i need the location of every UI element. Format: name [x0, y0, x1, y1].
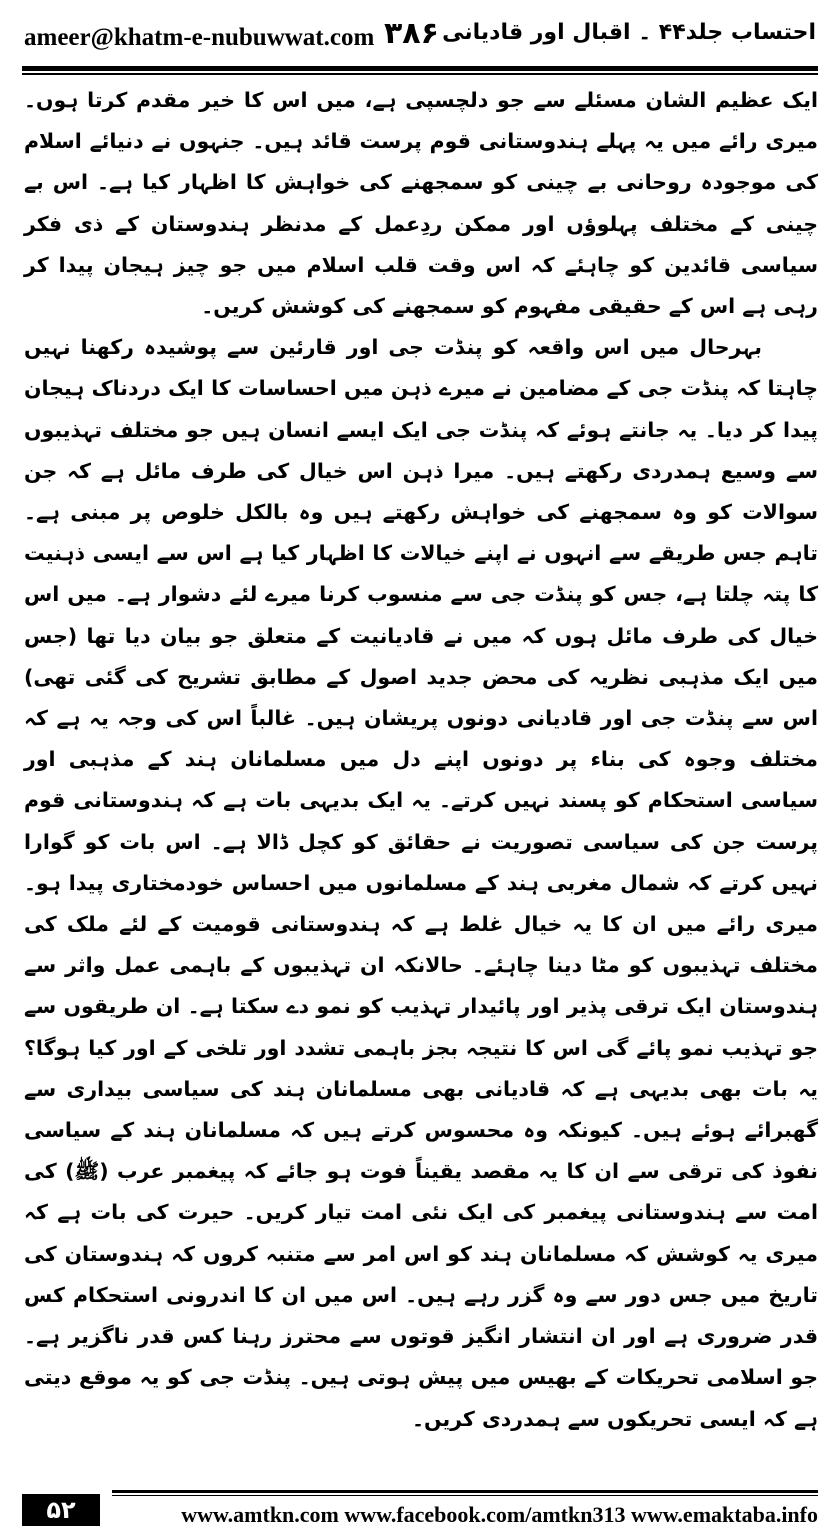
header-divider: [22, 66, 818, 75]
running-title: احتساب جلد۴۴ ۔ اقبال اور قادیانی: [442, 20, 816, 45]
paragraph-2: بہرحال میں اس واقعہ کو پنڈت جی اور قارئین سے پوشیدہ رکھنا نہیں چاہتا کہ پنڈت جی کے مضامین نے میرے ذہن میں احساسات کا ایک دردناک ہیجان پیدا کر دیا۔ یہ جانتے ہوئے کہ پنڈت جی ایک ایسے انسان ہیں جو مختلف تہذیبوں سے وسیع ہمدردی رکھتے ہیں۔ میرا ذہن اس خیال کی طرف مائل ہے کہ جن سوالات کو وہ سمجھنے کی خواہش رکھتے ہیں وہ بالکل خلوص پر مبنی ہے۔ تاہم جس طریقے سے انہوں نے اپنے خیالات کا اظہار کیا ہے اس سے ایسی ذہنیت کا پتہ چلتا ہے، جس کو پنڈت جی سے منسوب کرنا میرے لئے دشوار ہے۔ میں اس خیال کی طرف مائل ہوں کہ میں نے قادیانیت کے متعلق جو بیان دیا تھا (جس میں ایک مذہبی نظریہ کی محض جدید اصول کے مطابق تشریح کی گئی تھی) اس سے پنڈت جی اور قادیانی دونوں پریشان ہیں۔ غالباً اس کی وجہ یہ ہے کہ مختلف وجوہ کی بناء پر دونوں اپنے دل میں مسلمانان ہند کے مذہبی اور سیاسی استحکام کو پسند نہیں کرتے۔ یہ ایک بدیہی بات ہے کہ ہندوستانی قوم پرست جن کی سیاسی تصوریت نے حقائق کو کچل ڈالا ہے۔ اس بات کو گوارا نہیں کرتے کہ شمال مغربی ہند کے مسلمانوں میں احساس خودمختاری پیدا ہو۔ میری رائے میں ان کا یہ خیال غلط ہے کہ ہندوستانی قومیت کے لئے ملک کی مختلف تہذیبوں کو مٹا دینا چاہئے۔ حالانکہ ان تہذیبوں کے باہمی عمل واثر سے ہندوستان ایک ترقی پذیر اور پائیدار تہذیب کو نمو دے سکتا ہے۔ ان طریقوں سے جو تہذیب نمو پائے گی اس کا نتیجہ بجز باہمی تشدد اور تلخی کے اور کیا ہوگا؟ یہ بات بھی بدیہی ہے کہ قادیانی بھی مسلمانان ہند کی سیاسی بیداری سے گھبرائے ہوئے ہیں۔ کیونکہ وہ محسوس کرتے ہیں کہ مسلمانان ہند کے سیاسی نفوذ کی ترقی سے ان کا یہ مقصد یقیناً فوت ہو جائے کہ پیغمبر عرب (ﷺ) کی امت سے ہندوستانی پیغمبر کی ایک نئی امت تیار کریں۔ حیرت کی بات ہے کہ میری یہ کوشش کہ مسلمانان ہند کو اس امر سے متنبہ کروں کہ ہندوستان کی تاریخ میں جس دور سے وہ گزر رہے ہیں۔ اس میں ان کا اندرونی استحکام کس قدر ضروری ہے اور ان انتشار انگیز قوتوں سے محترز رہنا کس قدر ناگزیر ہے۔ جو اسلامی تحریکات کے بھیس میں پیش ہوتی ہیں۔ پنڈت جی کو یہ موقع دیتی ہے کہ ایسی تحریکوں سے ہمدردی کریں۔: [24, 335, 818, 1431]
body-text: [24, 80, 818, 1440]
header-email: ameer@khatm-e-nubuwwat.com: [24, 24, 375, 51]
footer-divider: [112, 1490, 818, 1496]
paragraph-1: ایک عظیم الشان مسئلے سے جو دلچسپی ہے، میں اس کا خیر مقدم کرتا ہوں۔ میری رائے میں یہ پہلے ہندوستانی قوم پرست قائد ہیں۔ جنہوں نے دنیائے اسلام کی موجودہ روحانی بے چینی کو سمجھنے کی خواہش کا اظہار کیا ہے۔ اس بے چینی کے مختلف پہلوؤں اور ممکن ردِعمل کے مدنظر ہندوستان کے ذی فکر سیاسی قائدین کو چاہئے کہ اس وقت قلب اسلام میں جو چیز ہیجان پیدا کر رہی ہے اس کے حقیقی مفہوم کو سمجھنے کی کوشش کریں۔: [24, 88, 818, 319]
page-header: [22, 14, 818, 62]
header-page-number: ۳۸۶: [384, 16, 439, 51]
footer-links[interactable]: www.amtkn.com www.facebook.com/amtkn313 www.emaktaba.info: [181, 1502, 818, 1527]
footer-page-number: ۵۲: [22, 1494, 100, 1526]
page-footer: [22, 1490, 818, 1530]
